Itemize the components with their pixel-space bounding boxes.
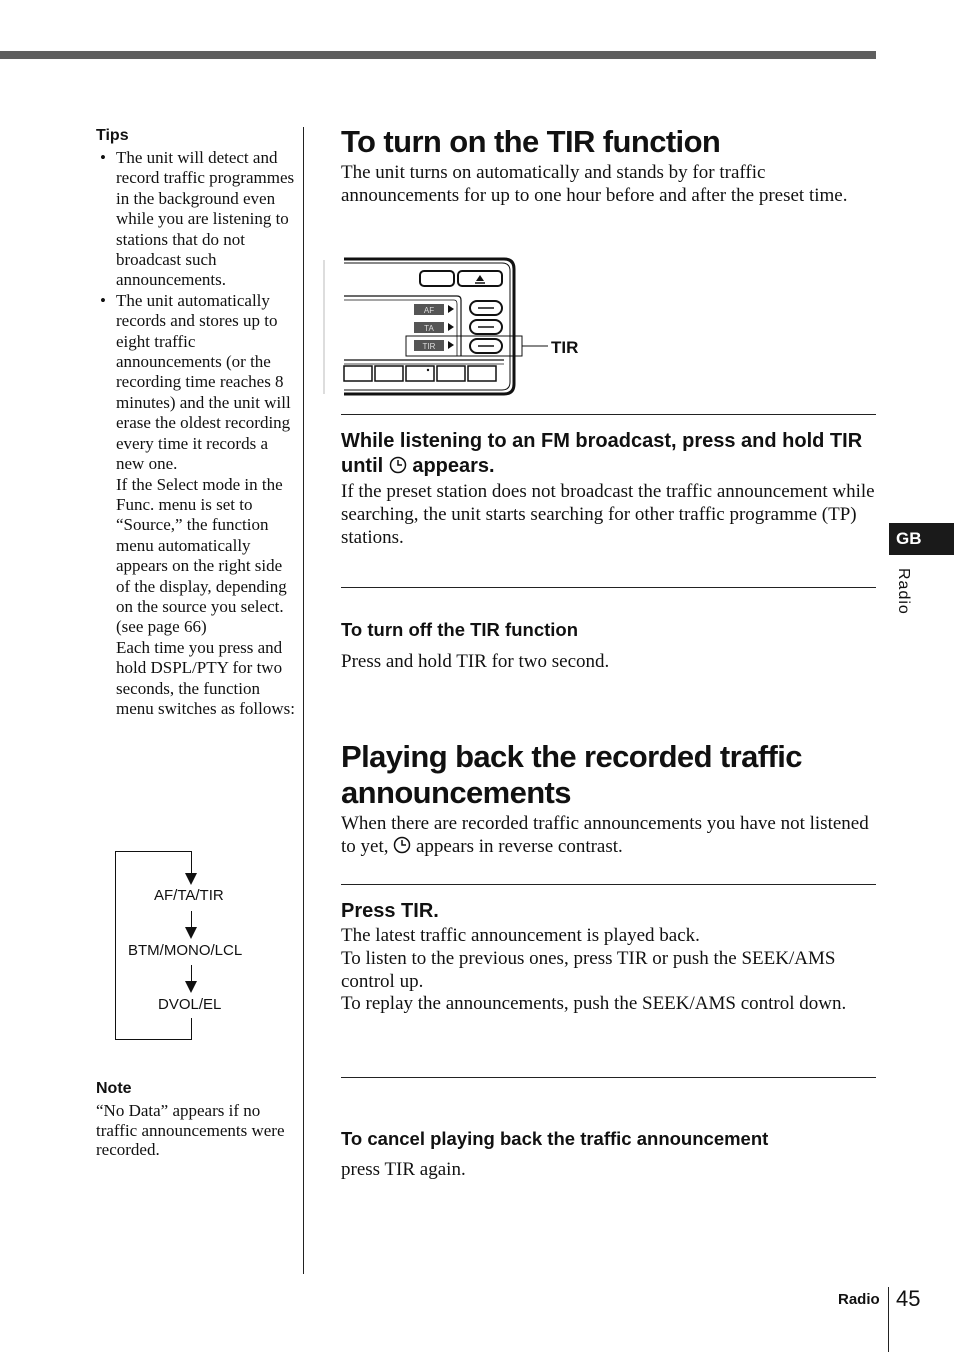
tip-item xyxy=(100,291,300,475)
section2-title-line1: Playing back the recorded traffic xyxy=(341,739,802,774)
section1-step-part2: appears. xyxy=(412,455,495,477)
bullet: • xyxy=(100,290,106,310)
cancel-playback-body: press TIR again. xyxy=(341,1159,466,1180)
section2-step-line: To listen to the previous ones, press TIR or push the SEEK/AMS control up. xyxy=(341,948,836,992)
flow-arrow-down-icon xyxy=(185,981,197,993)
column-divider xyxy=(303,127,304,1274)
flow-arrow-line xyxy=(191,851,192,875)
function-menu-flow xyxy=(114,851,284,1041)
section1-step-body: If the preset station does not broadcast the traffic announcement while searching, the unit starts searching for other traffic programme (TP) stations. xyxy=(341,481,875,548)
section2-title-line2: announcements xyxy=(341,775,571,810)
section2-intro-part2: appears in reverse contrast. xyxy=(416,836,623,857)
divider-rule xyxy=(341,1077,876,1078)
section2-intro-part1: When there are recorded traffic announcements you have not listened to yet, xyxy=(341,813,869,857)
display-label-ta: TA xyxy=(424,324,434,333)
flow-arrow-down-icon xyxy=(185,873,197,885)
tip-extra-dspl-pty: Each time you press and hold DSPL/PTY for two seconds, the function menu switches as follows: xyxy=(116,637,295,718)
section1-intro: The unit turns on automatically and stands by for traffic announcements for up to one hour before and after the preset time. xyxy=(341,162,848,206)
clock-icon xyxy=(393,836,411,854)
divider-rule xyxy=(341,414,876,415)
top-rule xyxy=(0,51,876,59)
car-stereo-faceplate-illustration xyxy=(322,256,592,398)
clock-icon xyxy=(389,456,407,474)
section2-intro xyxy=(341,812,876,858)
tips-list xyxy=(100,148,300,719)
section2-step-line: The latest traffic announcement is played back. xyxy=(341,925,700,946)
section1-step xyxy=(341,429,876,479)
flow-loop-top xyxy=(115,851,192,852)
section1-title: To turn on the TIR function xyxy=(341,124,721,159)
divider-rule xyxy=(341,884,876,885)
tip-text: The unit automatically records and stores up to eight traffic announcements (or the recording time reaches 8 minutes) and the unit will erase the oldest recording every time it records a new one. xyxy=(116,290,291,474)
flow-loop-bottom xyxy=(115,1039,192,1040)
flow-item: DVOL/EL xyxy=(158,996,222,1013)
section1-step-part1: While listening to an FM broadcast, press and hold TIR until xyxy=(341,430,863,477)
section-tab-label: Radio xyxy=(895,568,912,615)
flow-item: BTM/MONO/LCL xyxy=(128,942,243,959)
tir-callout-label: TIR xyxy=(551,338,579,357)
footer-divider xyxy=(888,1287,889,1352)
section2-step: Press TIR. xyxy=(341,900,439,922)
language-tab: GB xyxy=(889,523,954,555)
tir-off-body: Press and hold TIR for two second. xyxy=(341,651,610,672)
display-label-tir: TIR xyxy=(422,342,436,351)
flow-arrow-down-icon xyxy=(185,927,197,939)
tip-extra-select-mode: If the Select mode in the Func. menu is set to “Source,” the function menu automatically appears on the right side of the display, depending on the source you select. (see page 66) xyxy=(116,474,287,637)
tips-heading: Tips xyxy=(96,127,129,144)
cancel-playback-heading: To cancel playing back the traffic announcement xyxy=(341,1128,769,1149)
section2-step-line: To replay the announcements, push the SEEK/AMS control down. xyxy=(341,993,847,1014)
flow-item: AF/TA/TIR xyxy=(154,887,224,904)
bullet: • xyxy=(100,148,106,167)
display-label-af: AF xyxy=(423,306,435,315)
footer-section-label: Radio xyxy=(838,1291,880,1308)
note-heading: Note xyxy=(96,1080,132,1097)
flow-arrow-line xyxy=(191,1018,192,1039)
page-number: 45 xyxy=(896,1286,921,1311)
divider-rule xyxy=(341,587,876,588)
tip-text: The unit will detect and record traffic programmes in the background even while you are listening to stations that do not broadcast such announcements. xyxy=(116,148,295,290)
tir-off-heading: To turn off the TIR function xyxy=(341,619,579,640)
note-text: “No Data” appears if no traffic announcements were recorded. xyxy=(96,1101,285,1159)
tip-item xyxy=(100,148,300,291)
